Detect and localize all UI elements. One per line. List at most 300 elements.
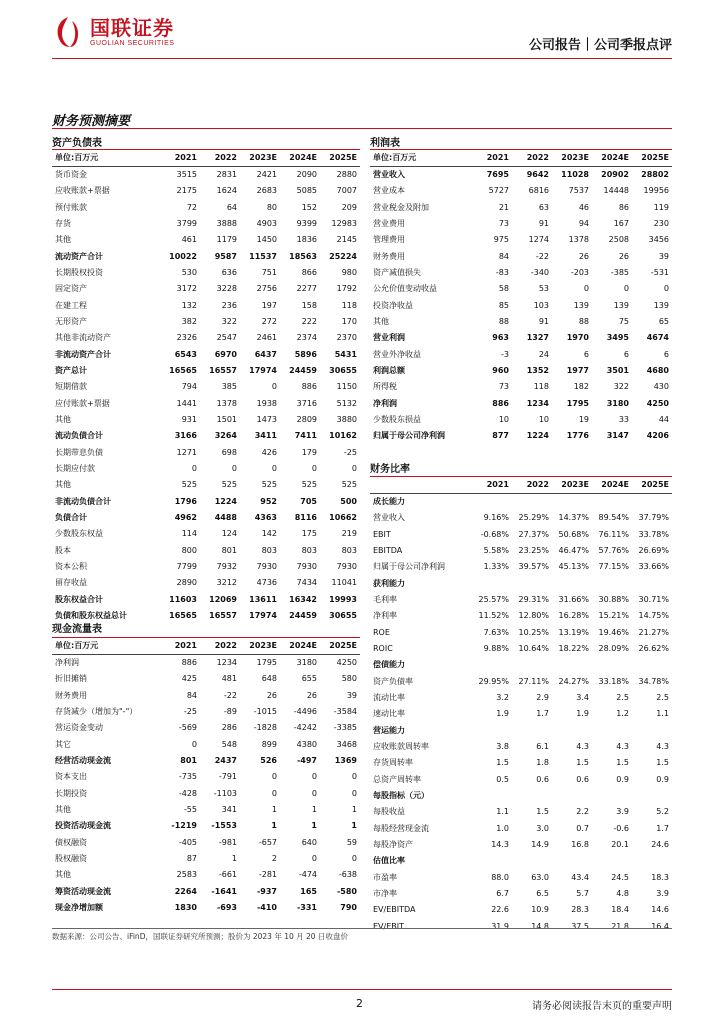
cell-value: 4962 — [174, 512, 197, 522]
cell-value: 2508 — [608, 235, 629, 245]
cell-value: 525 — [301, 480, 317, 490]
row-label: 流动比率 — [373, 692, 405, 702]
row-label: 非流动资产合计 — [55, 349, 111, 359]
logo-emblem-icon — [52, 15, 84, 49]
cell-value: -4496 — [293, 706, 317, 716]
cell-value: 30655 — [329, 610, 357, 620]
cell-value: 425 — [181, 674, 197, 684]
row-label: ROE — [373, 627, 390, 637]
cell-value: 80 — [266, 202, 277, 212]
cell-value: 1.5 — [576, 758, 589, 768]
year-header: 2021 — [160, 638, 200, 654]
table-row — [52, 752, 360, 768]
cell-value — [592, 853, 632, 869]
table-row — [52, 362, 360, 378]
table-row — [370, 657, 672, 673]
cell-value: 88 — [498, 316, 509, 326]
cell-value: 34.78% — [638, 676, 669, 686]
cell-value — [632, 657, 672, 673]
cell-value: 7411 — [294, 431, 317, 441]
cell-value: 2461 — [256, 333, 277, 343]
cell-value: 11537 — [249, 251, 277, 261]
cell-value: 73 — [498, 218, 509, 228]
row-label: 短期借款 — [55, 382, 87, 392]
cell-value: 17974 — [249, 365, 277, 375]
row-label: 负债和股东权益总计 — [55, 610, 127, 620]
cell-value — [592, 657, 632, 673]
cell-value: 2145 — [336, 235, 357, 245]
cell-value — [592, 722, 632, 738]
cell-value: 0.5 — [496, 774, 509, 784]
cell-value: 2090 — [296, 170, 317, 180]
row-label: 营业外净收益 — [373, 349, 421, 359]
row-label: 应付账款+票据 — [55, 398, 110, 408]
cell-value: -340 — [530, 267, 549, 277]
cell-value: 0 — [311, 772, 317, 782]
ratios-title: 财务比率 — [370, 464, 410, 475]
cell-value: 26.69% — [638, 545, 669, 555]
cell-value: 7799 — [176, 561, 197, 571]
cell-value: 4380 — [296, 739, 317, 749]
row-label: EV/EBITDA — [373, 905, 416, 915]
table-row — [52, 542, 360, 558]
cell-value: 886 — [181, 658, 197, 668]
cell-value: 1792 — [336, 284, 357, 294]
table-row — [52, 591, 360, 607]
cell-value: 800 — [181, 545, 197, 555]
cell-value: 1938 — [256, 398, 277, 408]
cell-value: -3584 — [333, 706, 357, 716]
table-row — [370, 526, 672, 542]
cell-value: 11028 — [561, 170, 589, 180]
cell-value: 6 — [583, 349, 589, 359]
header-row — [370, 150, 672, 166]
row-label: 营业收入 — [373, 170, 405, 180]
cell-value: 11603 — [169, 594, 197, 604]
cell-value: 26 — [578, 251, 589, 261]
row-label: EBIT — [373, 529, 391, 539]
year-header: 2023E — [240, 638, 280, 654]
cell-value: 24.6 — [651, 839, 669, 849]
cell-value: 84 — [498, 251, 509, 261]
row-label: 投资净收益 — [373, 300, 413, 310]
cell-value: 167 — [613, 218, 629, 228]
cell-value: 4206 — [646, 431, 669, 441]
cell-value: 10 — [498, 414, 509, 424]
cell-value: 960 — [492, 365, 509, 375]
cell-value: 3172 — [176, 284, 197, 294]
cell-value: -22 — [535, 251, 549, 261]
cell-value: 30.88% — [598, 594, 629, 604]
cell-value: 6.5 — [536, 888, 549, 898]
cell-value: 3.4 — [576, 692, 589, 702]
cell-value: 5.7 — [576, 888, 589, 898]
row-label: 管理费用 — [373, 235, 405, 245]
cell-value: 794 — [181, 382, 197, 392]
row-label: 在建工程 — [55, 300, 87, 310]
cell-value: 9.16% — [483, 513, 509, 523]
cell-value: 5132 — [336, 398, 357, 408]
cell-value: 886 — [492, 398, 509, 408]
row-label: 资本支出 — [55, 772, 87, 782]
cell-value — [512, 657, 552, 673]
row-label: 其他 — [55, 804, 71, 814]
cell-value: 165 — [300, 886, 317, 896]
row-label: 资产总计 — [55, 365, 87, 375]
cell-value: 7932 — [216, 561, 237, 571]
cell-value: 9399 — [296, 218, 317, 228]
cell-value: -531 — [650, 267, 669, 277]
cell-value: -83 — [495, 267, 509, 277]
cell-value: 1271 — [176, 447, 197, 457]
cell-value: 1441 — [176, 398, 197, 408]
row-label: 少数股东损益 — [373, 414, 421, 424]
row-label: 非流动负债合计 — [55, 496, 111, 506]
year-header: 2021 — [472, 477, 512, 493]
cell-value: 10.9 — [531, 905, 549, 915]
cell-value: 6437 — [254, 349, 277, 359]
cell-value: 25.29% — [518, 513, 549, 523]
cell-value: 1.1 — [656, 709, 669, 719]
cell-value: 461 — [181, 235, 197, 245]
cell-value: 16.28% — [558, 611, 589, 621]
cell-value: 44 — [658, 414, 669, 424]
cell-value: 1473 — [256, 414, 277, 424]
cell-value: 0.9 — [616, 774, 629, 784]
cell-value: 0 — [311, 463, 317, 473]
section-title: 财务预测摘要 — [52, 114, 131, 129]
year-header: 2024E — [592, 150, 632, 166]
year-header: 2025E — [632, 477, 672, 493]
cell-value: 87 — [186, 853, 197, 863]
cell-value: 0.9 — [656, 774, 669, 784]
logo-english-name: GUOLIAN SECURITIES — [90, 39, 175, 47]
cell-value: 86 — [618, 202, 629, 212]
cell-value: 46 — [578, 202, 589, 212]
cell-value: 77.15% — [598, 562, 629, 572]
table-row — [52, 526, 360, 542]
cell-value: -937 — [256, 886, 277, 896]
cell-value: 1.7 — [656, 823, 669, 833]
cell-value: 182 — [573, 382, 589, 392]
cell-value: 5727 — [488, 186, 509, 196]
row-label: 成长能力 — [373, 497, 405, 507]
cell-value: 1970 — [566, 333, 589, 343]
cell-value: 65 — [658, 316, 669, 326]
cell-value: 1.5 — [616, 758, 629, 768]
cell-value: 13.19% — [558, 627, 589, 637]
cell-value: 886 — [301, 382, 317, 392]
table-row — [52, 834, 360, 850]
cell-value: -25 — [183, 706, 197, 716]
cashflow-table — [52, 638, 360, 916]
row-label: 无形资产 — [55, 316, 87, 326]
cell-value: 803 — [301, 545, 317, 555]
table-row — [370, 755, 672, 771]
cell-value — [632, 575, 672, 591]
cell-value: 3515 — [176, 170, 197, 180]
cell-value: 15.21% — [598, 611, 629, 621]
table-row — [370, 493, 672, 509]
cell-value: -569 — [178, 723, 197, 733]
row-label: 营业成本 — [373, 186, 405, 196]
cell-value: 88 — [578, 316, 589, 326]
cell-value: 27.37% — [518, 529, 549, 539]
cell-value: 0 — [271, 788, 277, 798]
cell-value: -661 — [218, 870, 237, 880]
cell-value: 1378 — [568, 235, 589, 245]
cell-value: 25.57% — [478, 594, 509, 604]
cell-value: 16557 — [209, 610, 237, 620]
cell-value: 33.78% — [638, 529, 669, 539]
cell-value: 46.47% — [558, 545, 589, 555]
row-label: 其他 — [55, 870, 71, 880]
cell-value: 1836 — [296, 235, 317, 245]
cell-value: 175 — [301, 529, 317, 539]
cell-value: 7434 — [296, 578, 317, 588]
header-divider — [52, 58, 672, 59]
row-label: 筹资活动现金流 — [55, 886, 111, 896]
cell-value: 152 — [301, 202, 317, 212]
table-row — [370, 738, 672, 754]
table-row — [52, 818, 360, 834]
cell-value: 1150 — [336, 382, 357, 392]
cell-value: 11.52% — [478, 611, 509, 621]
table-row — [52, 166, 360, 182]
cell-value: 33.66% — [638, 562, 669, 572]
cell-value: 1.5 — [496, 758, 509, 768]
year-header: 2021 — [160, 150, 200, 166]
row-label: 利润总额 — [373, 365, 405, 375]
cell-value: -405 — [178, 837, 197, 847]
table-row — [52, 379, 360, 395]
row-label: 负债合计 — [55, 512, 87, 522]
cell-value: 139 — [653, 300, 669, 310]
table-row — [370, 297, 672, 313]
row-label: 留存收益 — [55, 578, 87, 588]
cell-value — [552, 575, 592, 591]
cell-value: 13611 — [249, 594, 277, 604]
cell-value: 1830 — [174, 902, 197, 912]
table-row — [52, 199, 360, 215]
cell-value: 4250 — [336, 658, 357, 668]
cell-value: 63 — [538, 202, 549, 212]
table-row — [52, 558, 360, 574]
row-label: 存货周转率 — [373, 758, 413, 768]
table-row — [52, 671, 360, 687]
cell-value: 1977 — [566, 365, 589, 375]
table-row — [52, 899, 360, 915]
table-row — [52, 720, 360, 736]
cell-value: 28.3 — [571, 905, 589, 915]
cell-value: 21.8 — [611, 921, 629, 931]
cell-value: 3456 — [648, 235, 669, 245]
cell-value: 1450 — [256, 235, 277, 245]
table-row — [370, 804, 672, 820]
table-row — [370, 542, 672, 558]
cell-value: 322 — [221, 316, 237, 326]
year-header: 2024E — [592, 477, 632, 493]
year-header: 2022 — [512, 477, 552, 493]
cell-value: 790 — [340, 902, 357, 912]
cell-value: 0.7 — [576, 823, 589, 833]
cell-value: 2437 — [214, 755, 237, 765]
cell-value: 63.0 — [531, 872, 549, 882]
table-row — [52, 654, 360, 670]
cell-value: 16.8 — [571, 839, 589, 849]
cell-value: 3716 — [296, 398, 317, 408]
cell-value: 170 — [341, 316, 357, 326]
year-header: 2025E — [632, 150, 672, 166]
cell-value — [472, 493, 512, 509]
table-row — [370, 510, 672, 526]
cell-value: -3385 — [333, 723, 357, 733]
cell-value: 76.11% — [598, 529, 629, 539]
table-row — [52, 264, 360, 280]
cell-value: 6970 — [214, 349, 237, 359]
cell-value: 548 — [221, 739, 237, 749]
row-label: 总资产周转率 — [373, 774, 421, 784]
cell-value: 10162 — [329, 431, 357, 441]
table-row — [52, 297, 360, 313]
cell-value: 525 — [261, 480, 277, 490]
table-row — [370, 264, 672, 280]
table-row — [370, 575, 672, 591]
cell-value: 4.8 — [616, 888, 629, 898]
row-label: 财务费用 — [373, 251, 405, 261]
cell-value: 705 — [300, 496, 317, 506]
table-row — [370, 379, 672, 395]
cell-value: 7695 — [486, 170, 509, 180]
cell-value: 30.71% — [638, 594, 669, 604]
cell-value — [552, 493, 592, 509]
cell-value: 341 — [221, 804, 237, 814]
row-label: EBITDA — [373, 545, 403, 555]
cell-value: 5.58% — [483, 545, 509, 555]
cell-value: 2374 — [296, 333, 317, 343]
cell-value: 1179 — [216, 235, 237, 245]
cell-value: -410 — [256, 902, 277, 912]
cell-value: 698 — [221, 447, 237, 457]
cell-value: 2880 — [336, 170, 357, 180]
row-label: 其他 — [55, 235, 71, 245]
cell-value: 1234 — [526, 398, 549, 408]
unit-label — [370, 477, 472, 493]
table-row — [370, 215, 672, 231]
row-label: 偿债能力 — [373, 660, 405, 670]
table-row — [370, 706, 672, 722]
cell-value: 5431 — [334, 349, 357, 359]
cell-value: 53 — [538, 284, 549, 294]
cell-value: 7930 — [336, 561, 357, 571]
cell-value: -735 — [178, 772, 197, 782]
cell-value: 84 — [186, 690, 197, 700]
cell-value: -638 — [338, 870, 357, 880]
row-label: 每股收益 — [373, 807, 405, 817]
cell-value: -1103 — [213, 788, 237, 798]
cell-value: 43.4 — [571, 872, 589, 882]
cell-value: 10.64% — [518, 643, 549, 653]
cell-value: -428 — [178, 788, 197, 798]
row-label: 估值比率 — [373, 856, 405, 866]
cell-value: 3.0 — [536, 823, 549, 833]
row-label: 预付账款 — [55, 202, 87, 212]
row-label: 流动资产合计 — [55, 251, 103, 261]
cell-value: -0.6 — [613, 823, 629, 833]
cell-value: 2890 — [176, 578, 197, 588]
cell-value — [592, 575, 632, 591]
cell-value: 1.7 — [536, 709, 549, 719]
cell-value: 6.7 — [496, 888, 509, 898]
cell-value: 5085 — [296, 186, 317, 196]
table-row — [370, 395, 672, 411]
cell-value: -580 — [336, 886, 357, 896]
cell-value: 17974 — [249, 610, 277, 620]
row-label: 现金净增加额 — [55, 902, 103, 912]
row-label: 公允价值变动收益 — [373, 284, 437, 294]
table-row — [370, 885, 672, 901]
row-label: 应收账款周转率 — [373, 741, 429, 751]
table-row — [52, 215, 360, 231]
cell-value: 4674 — [646, 333, 669, 343]
cell-value: 27.11% — [518, 676, 549, 686]
disclaimer-note: 请务必阅读报告末页的重要声明 — [532, 1001, 672, 1012]
cell-value: 1224 — [214, 496, 237, 506]
cell-value: 1 — [311, 804, 317, 814]
row-label: 资本公积 — [55, 561, 87, 571]
table-row — [370, 591, 672, 607]
row-label: 每股经营现金流 — [373, 823, 429, 833]
table-row — [370, 918, 672, 934]
cell-value: 209 — [341, 202, 357, 212]
cell-value: 975 — [493, 235, 509, 245]
cell-value: 3180 — [606, 398, 629, 408]
cell-value: 4488 — [214, 512, 237, 522]
table-row — [370, 248, 672, 264]
year-header: 2023E — [552, 150, 592, 166]
cell-value: 7930 — [296, 561, 317, 571]
table-row — [370, 199, 672, 215]
cell-value: 500 — [340, 496, 357, 506]
cell-value: 16557 — [209, 365, 237, 375]
cell-value: 7930 — [256, 561, 277, 571]
cell-value: -55 — [183, 804, 197, 814]
cell-value: 3880 — [336, 414, 357, 424]
cell-value: -657 — [258, 837, 277, 847]
cell-value: 9587 — [214, 251, 237, 261]
table-row — [52, 493, 360, 509]
cell-value: 230 — [653, 218, 669, 228]
cell-value: 3.2 — [496, 692, 509, 702]
cell-value: 526 — [260, 755, 277, 765]
cell-value: 236 — [221, 300, 237, 310]
cell-value: 33 — [618, 414, 629, 424]
cell-value: 37.79% — [638, 513, 669, 523]
header-row — [52, 150, 360, 166]
cell-value: 1.1 — [496, 807, 509, 817]
table-row — [52, 801, 360, 817]
cell-value: 26 — [618, 251, 629, 261]
cell-value: 866 — [301, 267, 317, 277]
cell-value: 803 — [341, 545, 357, 555]
cell-value: 26 — [266, 690, 277, 700]
cell-value: 801 — [180, 755, 197, 765]
table-row — [370, 166, 672, 182]
cell-value: 2.9 — [536, 692, 549, 702]
cell-value: -281 — [258, 870, 277, 880]
year-header: 2024E — [280, 638, 320, 654]
table-row — [52, 883, 360, 899]
